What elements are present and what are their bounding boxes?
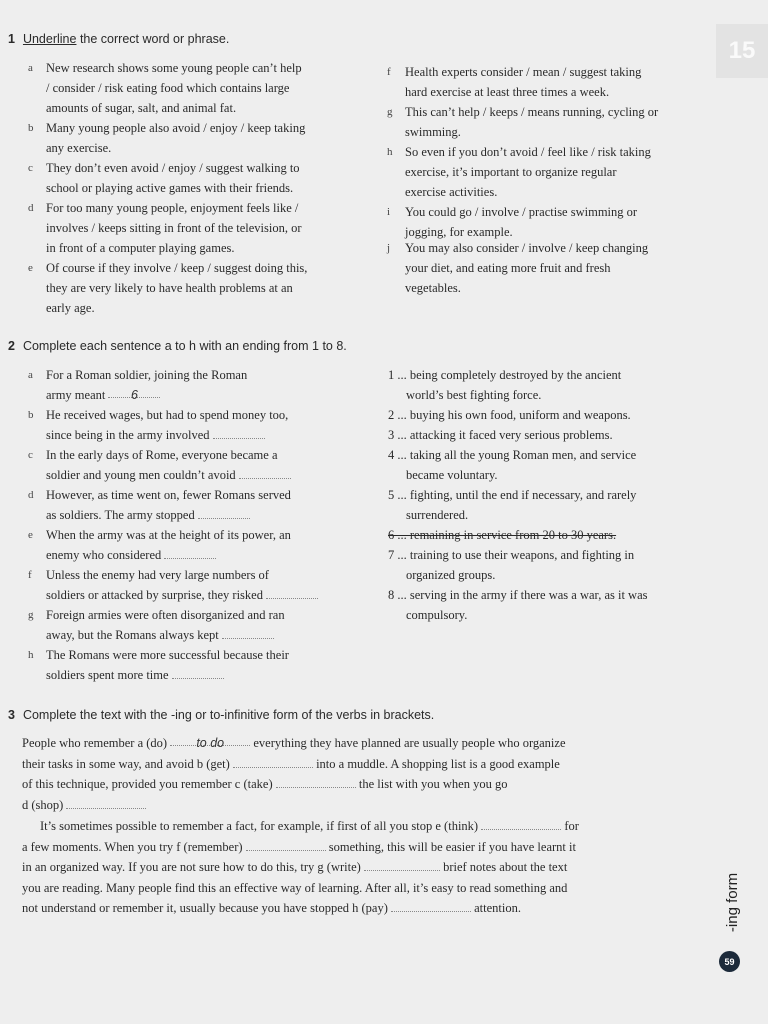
- text: the list with you when you go: [358, 777, 508, 791]
- item-letter: d: [28, 202, 34, 214]
- exercise-2-ending-6: [388, 525, 708, 545]
- item-letter: f: [387, 66, 391, 78]
- sentence-text: away, but the Romans always kept: [46, 628, 219, 642]
- exercise-3-paragraph-1: [22, 733, 670, 815]
- ending-text: 5 ... fighting, until the end if necessary, and rarely: [388, 488, 637, 502]
- exercise-2-ending-7: [388, 545, 708, 585]
- exercise-2-ending-2: [388, 405, 708, 425]
- item-text[interactable]: your diet, and eating more fruit and fresh: [405, 261, 611, 275]
- answer-blank[interactable]: [266, 586, 318, 599]
- item-text[interactable]: in front of a computer playing games.: [46, 241, 235, 255]
- item-letter: i: [387, 206, 391, 218]
- exercise-2-sentence-h: [28, 645, 358, 685]
- heading-text: the correct word or phrase.: [79, 32, 230, 46]
- sentence-text: as soldiers. The army stopped: [46, 508, 195, 522]
- answer-blank-a[interactable]: to do: [170, 733, 250, 746]
- item-text[interactable]: They don’t even avoid / enjoy / suggest walking to: [46, 161, 300, 175]
- sentence-text: For a Roman soldier, joining the Roman: [46, 368, 248, 382]
- answer-blank-e[interactable]: [481, 817, 561, 830]
- answer-blank-g[interactable]: [364, 858, 440, 871]
- answer-blank[interactable]: [198, 506, 250, 519]
- answer-blank[interactable]: [164, 546, 216, 559]
- sentence-text: In the early days of Rome, everyone became a: [46, 448, 278, 462]
- exercise-1-item-b: [28, 118, 348, 158]
- answer-blank-d[interactable]: [66, 796, 146, 809]
- ending-text: 8 ... serving in the army if there was a war, as it was: [388, 588, 648, 602]
- answer-blank[interactable]: 6: [108, 385, 160, 398]
- item-text[interactable]: hard exercise at least three times a week.: [405, 85, 610, 99]
- sentence-text: When the army was at the height of its power, an: [46, 528, 291, 542]
- text: for: [564, 819, 579, 833]
- heading-text: Complete the text with the -ing or to-infinitive form of the verbs in brackets.: [22, 708, 435, 722]
- sentence-text: since being in the army involved: [46, 428, 210, 442]
- ending-text: world’s best fighting force.: [406, 388, 542, 402]
- text: attention.: [474, 901, 521, 915]
- item-letter: j: [387, 242, 391, 254]
- exercise-2-sentence-c: [28, 445, 358, 485]
- exercise-1-item-d: [28, 198, 348, 258]
- ending-text: surrendered.: [406, 508, 469, 522]
- sentence-text: However, as time went on, fewer Romans served: [46, 488, 291, 502]
- item-text[interactable]: For too many young people, enjoyment feels like /: [46, 201, 299, 215]
- exercise-2-ending-3: [388, 425, 708, 445]
- item-text[interactable]: early age.: [46, 301, 95, 315]
- item-letter: d: [28, 489, 34, 501]
- side-label-text: -ing form: [724, 872, 742, 932]
- item-text[interactable]: So even if you don’t avoid / feel like / risk taking: [405, 145, 651, 159]
- ending-text: 4 ... taking all the young Roman men, and service: [388, 448, 637, 462]
- ending-text: 2 ... buying his own food, uniform and weapons.: [388, 408, 631, 422]
- exercise-2-sentence-f: [28, 565, 358, 605]
- text: brief notes about the text: [443, 860, 568, 874]
- exercise-3-paragraph-2: [22, 816, 670, 919]
- exercise-number: 3: [8, 708, 15, 722]
- text: something, this will be easier if you have learnt it: [328, 839, 576, 854]
- item-text[interactable]: jogging, for example.: [405, 225, 513, 239]
- answer-blank[interactable]: [172, 666, 224, 679]
- heading-text: Complete each sentence a to h with an ending from 1 to 8.: [22, 339, 347, 353]
- exercise-2-sentence-g: [28, 605, 358, 645]
- item-text[interactable]: Health experts consider / mean / suggest taking: [405, 65, 642, 79]
- item-text[interactable]: involves / keeps sitting in front of the television, or: [46, 221, 302, 235]
- exercise-2-sentence-b: [28, 405, 358, 445]
- text: of this technique, provided you remember c (take): [22, 777, 273, 791]
- exercise-2-ending-5: [388, 485, 708, 525]
- item-text[interactable]: vegetables.: [405, 281, 461, 295]
- text: everything they have planned are usually people who organize: [253, 736, 566, 750]
- text: into a muddle. A shopping list is a good example: [316, 756, 560, 771]
- item-letter: h: [387, 146, 393, 158]
- ending-text: 6 ... remaining in service from 20 to 30 years.: [388, 528, 617, 542]
- item-letter: c: [28, 449, 33, 461]
- item-text[interactable]: exercise, it’s important to organize regular: [405, 165, 617, 179]
- text: d (shop): [22, 797, 64, 812]
- answer-blank[interactable]: [239, 466, 291, 479]
- page-number-text: 59: [724, 956, 735, 967]
- sentence-text: soldiers or attacked by surprise, they risked: [46, 588, 263, 602]
- heading-underlined: Underline: [22, 32, 77, 46]
- exercise-1-heading: [8, 32, 229, 46]
- ending-text: 7 ... training to use their weapons, and fighting in: [388, 548, 635, 562]
- answer-blank-b[interactable]: [233, 755, 313, 768]
- unit-number-tab: [716, 24, 768, 78]
- item-text[interactable]: they are very likely to have health problems at an: [46, 281, 293, 295]
- item-letter: e: [28, 529, 33, 541]
- ending-text: organized groups.: [406, 568, 496, 582]
- item-letter: b: [28, 409, 34, 421]
- item-text[interactable]: This can’t help / keeps / means running, cycling or: [405, 105, 659, 119]
- item-letter: b: [28, 122, 34, 134]
- sentence-text: enemy who considered: [46, 548, 162, 562]
- item-text[interactable]: New research shows some young people can’t help: [46, 61, 302, 75]
- exercise-2-sentence-d: [28, 485, 358, 525]
- unit-number: 15: [728, 37, 756, 64]
- exercise-1-item-f: [387, 62, 707, 102]
- ending-text: became voluntary.: [406, 468, 498, 482]
- item-text[interactable]: swimming.: [405, 125, 461, 139]
- item-text[interactable]: You could go / involve / practise swimming or: [405, 205, 638, 219]
- exercise-1-item-g: [387, 102, 707, 142]
- exercise-number: 2: [8, 339, 15, 353]
- exercise-1-item-e: [28, 258, 348, 318]
- answer-blank[interactable]: [222, 626, 274, 639]
- text: their tasks in some way, and avoid b (get): [22, 756, 230, 771]
- item-letter: c: [28, 162, 33, 174]
- sentence-text: army meant: [46, 388, 106, 402]
- ending-text: 3 ... attacking it faced very serious problems.: [388, 428, 613, 442]
- item-text[interactable]: school or playing active games with their friends.: [46, 181, 294, 195]
- sentence-text: He received wages, but had to spend money too,: [46, 408, 289, 422]
- item-letter: e: [28, 262, 33, 274]
- item-letter: a: [28, 369, 33, 381]
- sentence-text: Foreign armies were often disorganized and ran: [46, 608, 285, 622]
- exercise-1-item-i: [387, 202, 707, 242]
- sentence-text: soldier and young men couldn’t avoid: [46, 468, 236, 482]
- text: People who remember a (do): [22, 736, 168, 750]
- text: not understand or remember it, usually because you have stopped h (pay): [22, 901, 388, 915]
- item-text[interactable]: exercise activities.: [405, 185, 498, 199]
- item-text[interactable]: amounts of sugar, salt, and animal fat.: [46, 101, 237, 115]
- page-number: [719, 951, 740, 972]
- exercise-2-sentence-e: [28, 525, 358, 565]
- ending-text: compulsory.: [406, 608, 468, 622]
- side-label: [718, 852, 748, 952]
- exercise-2-ending-8: [388, 585, 708, 625]
- text: in an organized way. If you are not sure how to do this, try g (write): [22, 860, 361, 874]
- sentence-text: The Romans were more successful because their: [46, 648, 289, 662]
- item-letter: g: [387, 106, 393, 118]
- exercise-1-item-c: [28, 158, 348, 198]
- exercise-1-item-j: [387, 238, 707, 298]
- answer-blank-f[interactable]: [246, 838, 326, 851]
- item-letter: g: [28, 609, 34, 621]
- exercise-3-heading: [8, 708, 434, 722]
- exercise-1-item-a: [28, 58, 348, 118]
- exercise-2-sentence-a: [28, 365, 358, 405]
- text: a few moments. When you try f (remember): [22, 839, 243, 854]
- exercise-2-ending-4: [388, 445, 708, 485]
- answer-blank-c[interactable]: [276, 775, 356, 788]
- item-text[interactable]: any exercise.: [46, 141, 112, 155]
- text: It’s sometimes possible to remember a fact, for example, if first of all you stop e (think): [40, 819, 479, 833]
- exercise-number: 1: [8, 32, 15, 46]
- ending-text: 1 ... being completely destroyed by the ancient: [388, 368, 622, 382]
- exercise-1-item-h: [387, 142, 707, 202]
- item-letter: f: [28, 569, 32, 581]
- sentence-text: Unless the enemy had very large numbers of: [46, 568, 269, 582]
- item-letter: h: [28, 649, 34, 661]
- answer-blank-h[interactable]: [391, 899, 471, 912]
- text: you are reading. Many people find this an effective way of learning. After all, it’s easy to read something and: [22, 880, 568, 895]
- item-text[interactable]: You may also consider / involve / keep changing: [405, 241, 649, 255]
- answer-blank[interactable]: [213, 426, 265, 439]
- item-text[interactable]: Of course if they involve / keep / suggest doing this,: [46, 261, 308, 275]
- sentence-text: soldiers spent more time: [46, 668, 169, 682]
- item-letter: a: [28, 62, 33, 74]
- exercise-2-heading: [8, 339, 347, 353]
- exercise-2-ending-1: [388, 365, 708, 405]
- item-text[interactable]: Many young people also avoid / enjoy / keep taking: [46, 121, 306, 135]
- item-text[interactable]: / consider / risk eating food which contains large: [46, 81, 290, 95]
